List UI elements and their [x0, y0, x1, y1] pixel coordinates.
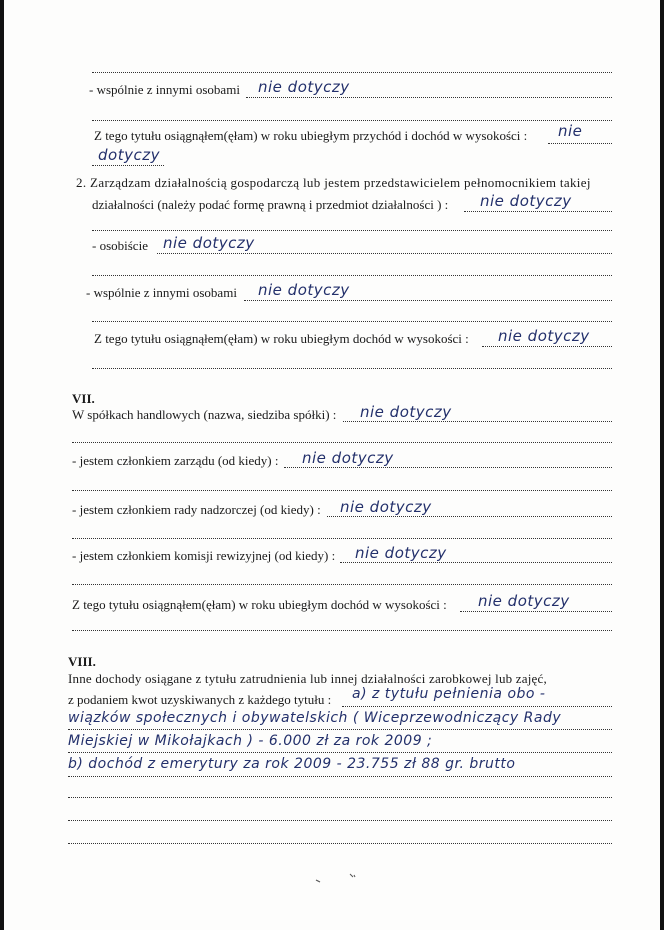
- jointly2-label: - wspólnie z innymi osobami: [86, 285, 237, 300]
- dotted-line: [92, 321, 612, 322]
- income-handwritten-value-a: nie: [558, 122, 583, 140]
- audit-handwritten-value: nie dotyczy: [355, 544, 447, 562]
- income2-handwritten-value: nie dotyczy: [498, 327, 590, 345]
- viii-handwritten-line2: wiązków społecznych i obywatelskich ( Wiceprzewodniczący Rady: [68, 710, 562, 726]
- personally-label: - osobiście: [92, 238, 148, 253]
- dotted-line: [92, 368, 612, 369]
- income2-label: Z tego tytułu osiągnąłem(ęłam) w roku ubiegłym dochód w wysokości :: [94, 331, 469, 346]
- section-vii-heading: VII.: [72, 391, 95, 406]
- dotted-line: [284, 467, 612, 468]
- dotted-line: [92, 120, 612, 121]
- jointly-handwritten-value: nie dotyczy: [258, 78, 350, 96]
- dotted-line: [464, 211, 612, 212]
- dotted-line: [72, 584, 612, 585]
- personally-handwritten-value: nie dotyczy: [163, 234, 255, 252]
- dotted-line: [340, 562, 612, 563]
- dotted-line: [68, 820, 612, 821]
- item2-handwritten-value: nie dotyczy: [480, 192, 572, 210]
- dotted-line: [68, 752, 612, 753]
- section-viii-heading: VIII.: [68, 654, 96, 669]
- viii-line1: Inne dochody osiągane z tytułu zatrudnienia lub innej działalności zarobkowej lub zajęć,: [68, 671, 547, 686]
- viii-handwritten-line3: Miejskiej w Mikołajkach ) - 6.000 zł za rok 2009 ;: [68, 733, 433, 749]
- viii-handwritten-line1: a) z tytułu pełnienia obo -: [352, 686, 546, 702]
- scan-edge-right: [660, 0, 664, 930]
- dotted-line: [72, 490, 612, 491]
- dotted-line: [246, 97, 612, 98]
- dotted-line: [460, 611, 612, 612]
- jointly-label: - wspólnie z innymi osobami: [89, 82, 240, 97]
- companies-handwritten-value: nie dotyczy: [360, 403, 452, 421]
- vii-income-handwritten-value: nie dotyczy: [478, 592, 570, 610]
- dotted-line: [92, 72, 612, 73]
- jointly2-handwritten-value: nie dotyczy: [258, 281, 350, 299]
- income-handwritten-value-b: dotyczy: [98, 146, 160, 164]
- dotted-line: [72, 442, 612, 443]
- viii-line2-label: z podaniem kwot uzyskiwanych z każdego tytułu :: [68, 692, 332, 707]
- dotted-line: [482, 346, 612, 347]
- dotted-line: [68, 797, 612, 798]
- item2-line2-label: działalności (należy podać formę prawną i przedmiot działalności ) :: [92, 197, 449, 212]
- income-label: Z tego tytułu osiągnąłem(ęłam) w roku ubiegłym przychód i dochód w wysokości :: [94, 128, 528, 143]
- dotted-line: [72, 630, 612, 631]
- supervisory-label: - jestem członkiem rady nadzorczej (od kiedy) :: [72, 502, 321, 517]
- dotted-line: [68, 729, 612, 730]
- companies-label: W spółkach handlowych (nazwa, siedziba spółki) :: [72, 407, 337, 422]
- dotted-line: [68, 843, 612, 844]
- supervisory-handwritten-value: nie dotyczy: [340, 498, 432, 516]
- dotted-line: [548, 143, 612, 144]
- dotted-line: [342, 706, 612, 707]
- dotted-line: [92, 275, 612, 276]
- dotted-line: [327, 516, 612, 517]
- vii-income-label: Z tego tytułu osiągnąłem(ęłam) w roku ubiegłym dochód w wysokości :: [72, 597, 447, 612]
- viii-handwritten-line4: b) dochód z emerytury za rok 2009 - 23.755 zł 88 gr. brutto: [68, 756, 516, 772]
- scan-edge-left: [0, 0, 4, 930]
- dotted-line: [157, 253, 612, 254]
- board-handwritten-value: nie dotyczy: [302, 449, 394, 467]
- dotted-line: [68, 776, 612, 777]
- audit-label: - jestem członkiem komisji rewizyjnej (od kiedy) :: [72, 548, 336, 563]
- item2-line1: 2. Zarządzam działalnością gospodarczą lub jestem przedstawicielem pełnomocnikiem takiej: [76, 175, 591, 190]
- board-label: - jestem członkiem zarządu (od kiedy) :: [72, 453, 279, 468]
- dotted-line: [92, 165, 164, 166]
- dotted-line: [72, 538, 612, 539]
- dotted-line: [343, 421, 612, 422]
- dotted-line: [92, 230, 612, 231]
- dotted-line: [244, 300, 612, 301]
- scan-marks: [310, 870, 370, 890]
